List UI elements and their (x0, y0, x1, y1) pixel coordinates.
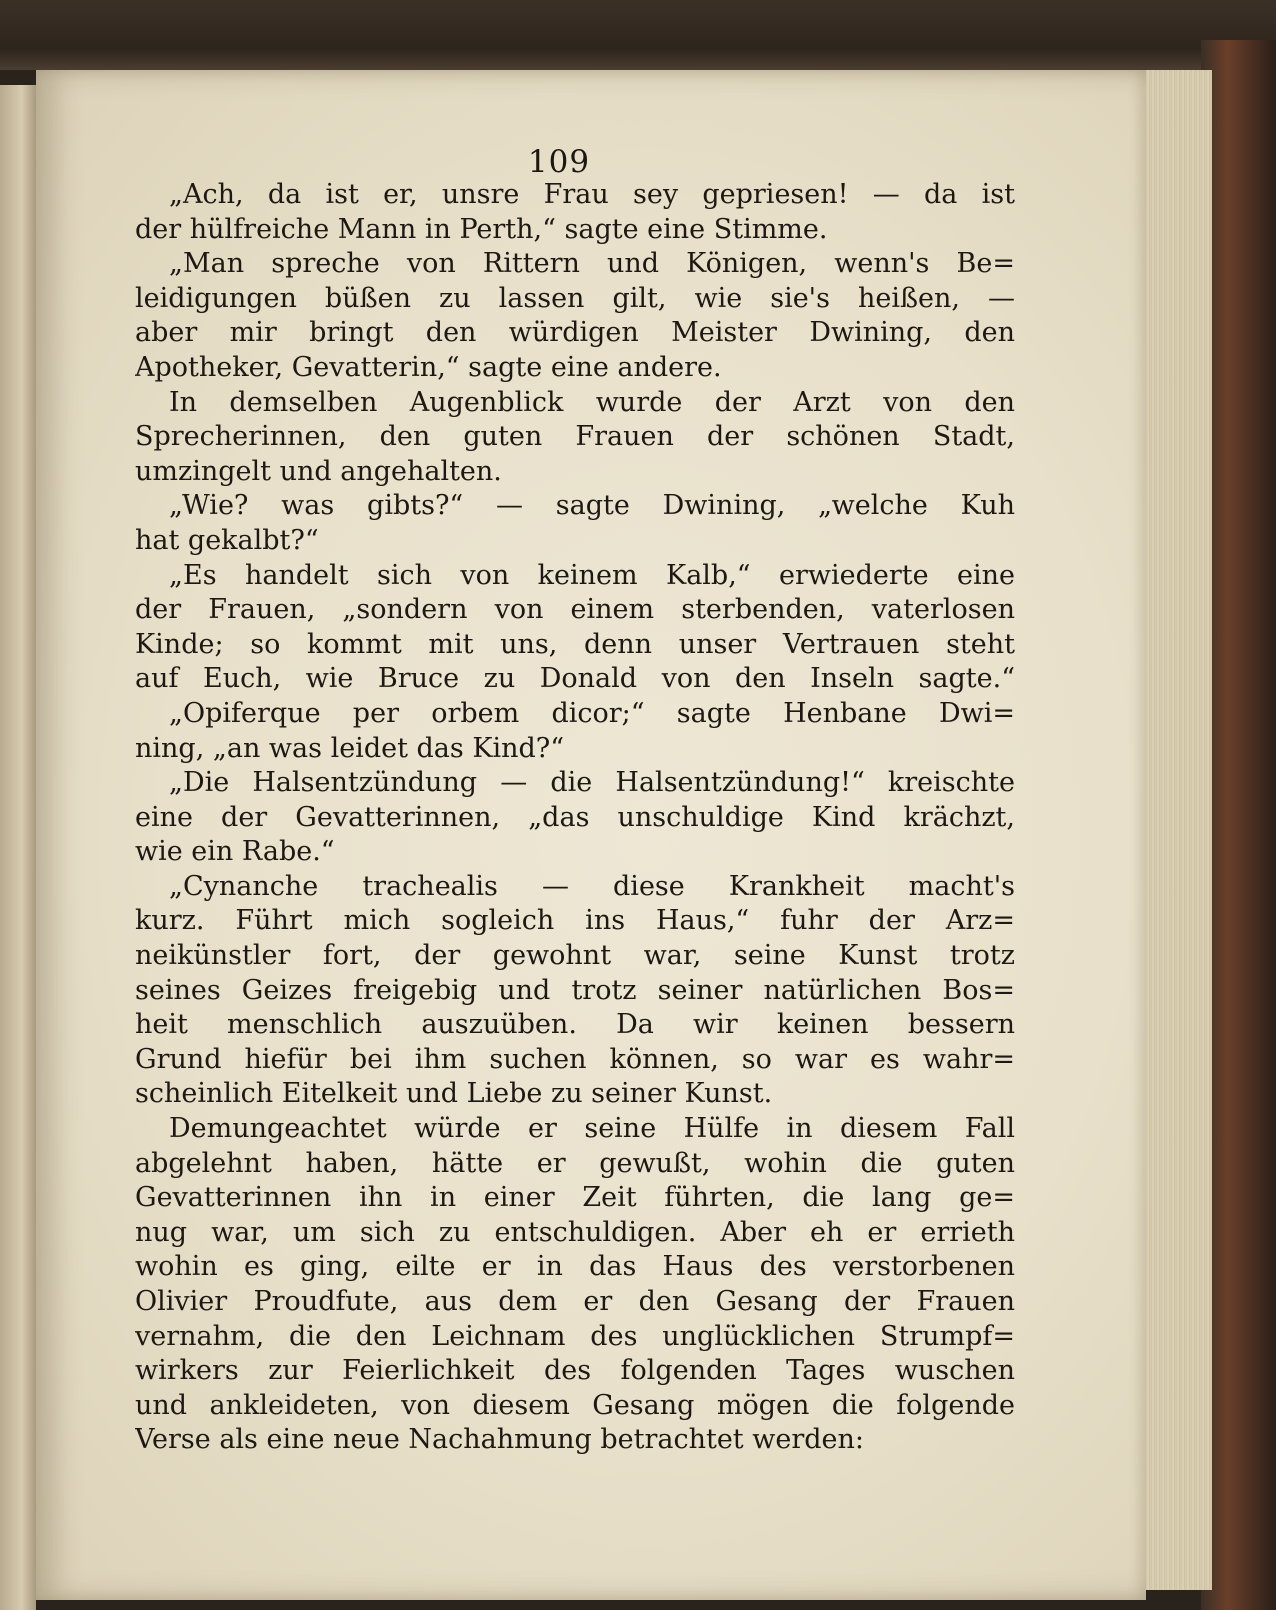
text-line: Gevatterinnen ihn in einer Zeit führten, die lang ge= (135, 1182, 1015, 1214)
text-line: Olivier Proudfute, aus dem er den Gesang der Frauen (135, 1286, 1015, 1317)
text-line: leidigungen büßen zu lassen gilt, wie sie's heißen, — (135, 282, 1015, 314)
text-line: wirkers zur Feierlichkeit des folgenden Tages wuschen (135, 1355, 1015, 1387)
page-edges (1140, 70, 1212, 1590)
text-line: wohin es ging, eilte er in das Haus des verstorbenen (135, 1251, 1015, 1283)
text-line: Apotheker, Gevatterin,“ sagte eine andere. (135, 351, 722, 383)
text-line: „Ach, da ist er, unsre Frau sey gepriesen! — da ist (169, 179, 1015, 210)
text-line: kurz. Führt mich sogleich ins Haus,“ fuhr der Arz= (135, 905, 1015, 937)
text-line: auf Euch, wie Bruce zu Donald von den Inseln sagte.“ (135, 663, 1015, 695)
facing-page-edge (0, 85, 36, 1610)
text-line: eine der Gevatterinnen, „das unschuldige Kind krächzt, (135, 801, 1015, 833)
text-line: „Cynanche trachealis — diese Krankheit macht's (169, 870, 1015, 902)
text-line: scheinlich Eitelkeit und Liebe zu seiner Kunst. (135, 1078, 773, 1110)
text-line: ning, „an was leidet das Kind?“ (135, 732, 565, 764)
text-line: hat gekalbt?“ (135, 524, 319, 556)
text-line: „Opiferque per orbem dicor;“ sagte Henbane Dwi= (169, 697, 1015, 729)
book-binding-top (0, 0, 1276, 70)
text-line: der Frauen, „sondern von einem sterbenden, vaterlosen (135, 594, 1015, 626)
text-line: Demungeachtet würde er seine Hülfe in diesem Fall (169, 1113, 1015, 1145)
text-line: Sprecherinnen, den guten Frauen der schönen Stadt, (135, 421, 1015, 453)
text-line: Kinde; so kommt mit uns, denn unser Vertrauen steht (135, 628, 1015, 660)
text-line: abgelehnt haben, hätte er gewußt, wohin die guten (135, 1147, 1015, 1179)
text-line: umzingelt und angehalten. (135, 455, 502, 487)
page-number: 109 (527, 144, 591, 180)
book-page (36, 70, 1146, 1600)
text-line: „Es handelt sich von keinem Kalb,“ erwiederte eine (169, 559, 1015, 591)
text-line: In demselben Augenblick wurde der Arzt von den (169, 386, 1015, 418)
text-line: aber mir bringt den würdigen Meister Dwining, den (135, 317, 1015, 349)
book-cover-right (1201, 40, 1276, 1610)
text-line: der hülfreiche Mann in Perth,“ sagte eine Stimme. (135, 213, 828, 245)
text-line: wie ein Rabe.“ (135, 836, 335, 868)
text-line: „Man spreche von Rittern und Königen, wenn's Be= (169, 248, 1015, 280)
text-line: vernahm, die den Leichnam des unglücklichen Strumpf= (135, 1320, 1015, 1352)
text-line: „Die Halsentzündung — die Halsentzündung!“ kreischte (169, 767, 1015, 799)
text-line: Verse als eine neue Nachahmung betrachtet werden: (135, 1424, 864, 1456)
text-line: „Wie? was gibts?“ — sagte Dwining, „welche Kuh (169, 490, 1015, 522)
text-line: und ankleideten, von diesem Gesang mögen die folgende (135, 1389, 1015, 1421)
text-line: heit menschlich auszuüben. Da wir keinen bessern (135, 1009, 1015, 1041)
text-line: seines Geizes freigebig und trotz seiner natürlichen Bos= (135, 974, 1015, 1006)
page-text (135, 178, 1015, 1458)
text-line: nug war, um sich zu entschuldigen. Aber eh er errieth (135, 1216, 1015, 1248)
text-line: Grund hiefür bei ihm suchen können, so war es wahr= (135, 1043, 1015, 1075)
text-line: neikünstler fort, der gewohnt war, seine Kunst trotz (135, 940, 1015, 972)
